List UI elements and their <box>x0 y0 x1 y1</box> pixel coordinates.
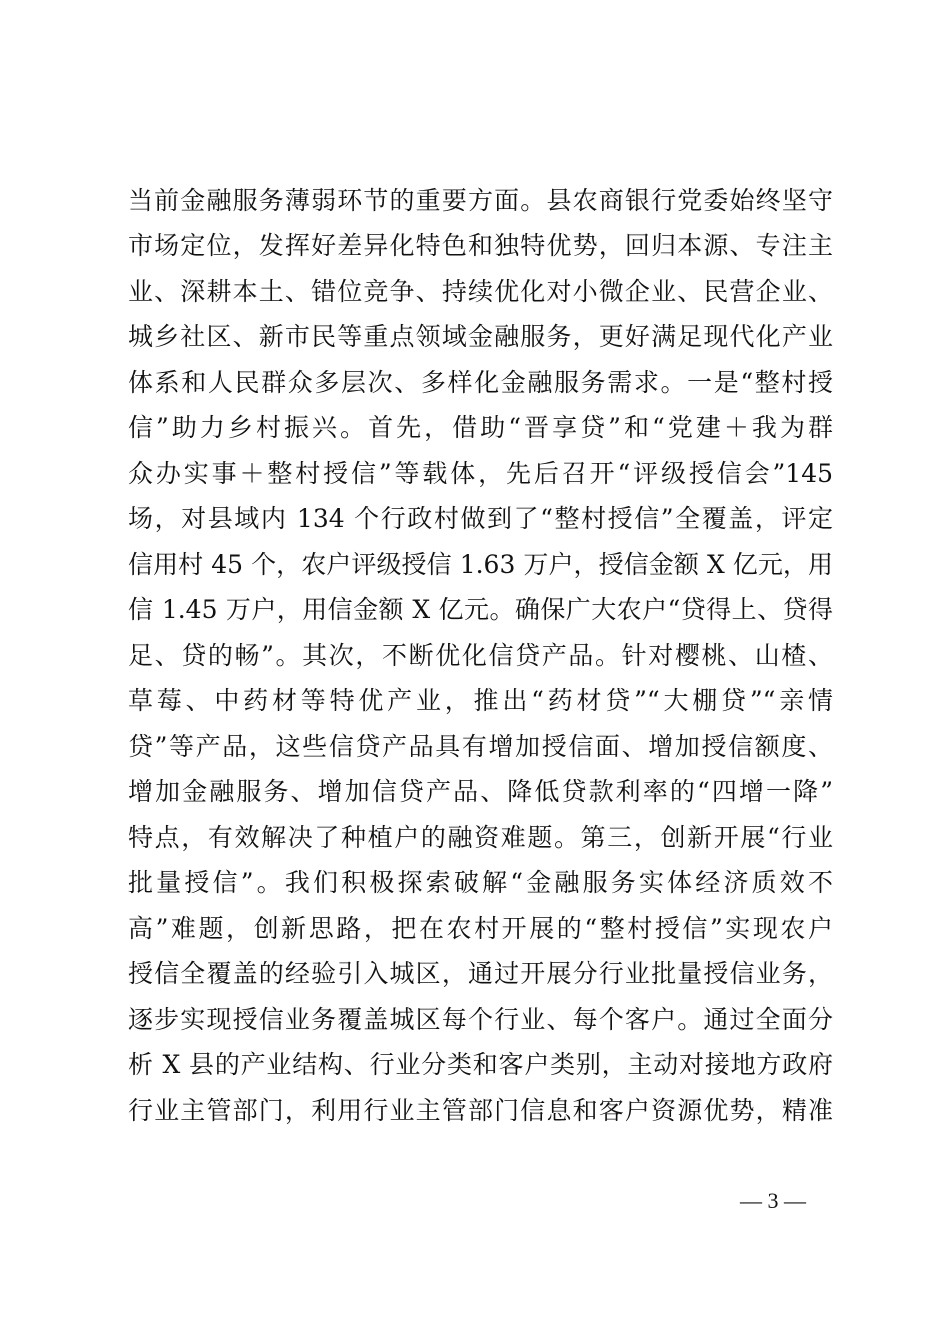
text-line: 逐步实现授信业务覆盖城区每个行业、每个客户。通过全面分 <box>128 1004 833 1034</box>
body-text <box>128 176 833 1132</box>
text-line: 足、贷的畅”。其次，不断优化信贷产品。针对樱桃、山楂、 <box>128 640 833 670</box>
text-line: 批量授信”。我们积极探索破解“金融服务实体经济质效不 <box>128 868 833 898</box>
text-line: 市场定位，发挥好差异化特色和独特优势，回归本源、专注主 <box>128 231 833 261</box>
text-line: 信”助力乡村振兴。首先，借助“晋享贷”和“党建＋我为群 <box>128 413 833 443</box>
text-line: 高”难题，创新思路，把在农村开展的“整村授信”实现农户 <box>128 913 833 943</box>
text-line: 行业主管部门，利用行业主管部门信息和客户资源优势，精准 <box>128 1095 833 1125</box>
text-line: 体系和人民群众多层次、多样化金融服务需求。一是“整村授 <box>128 367 833 397</box>
text-line: 当前金融服务薄弱环节的重要方面。县农商银行党委始终坚守 <box>128 185 833 215</box>
text-line: 增加金融服务、增加信贷产品、降低贷款利率的“四增一降” <box>128 777 833 807</box>
text-line: 场，对县域内 134 个行政村做到了“整村授信”全覆盖，评定 <box>128 504 833 534</box>
text-line: 业、深耕本土、错位竞争、持续优化对小微企业、民营企业、 <box>128 276 833 306</box>
text-line: 众办实事＋整村授信”等载体，先后召开“评级授信会”145 <box>128 458 833 488</box>
text-line: 特点，有效解决了种植户的融资难题。第三，创新开展“行业 <box>128 822 833 852</box>
text-line: 草莓、中药材等特优产业，推出“药材贷”“大棚贷”“亲情 <box>128 686 833 716</box>
text-line: 信用村 45 个，农户评级授信 1.63 万户，授信金额 X 亿元，用 <box>128 549 833 579</box>
text-line: 授信全覆盖的经验引入城区，通过开展分行业批量授信业务， <box>128 959 833 989</box>
text-line: 信 1.45 万户，用信金额 X 亿元。确保广大农户“贷得上、贷得 <box>128 595 833 625</box>
page-number: — 3 — <box>740 1188 806 1213</box>
text-line: 城乡社区、新市民等重点领域金融服务，更好满足现代化产业 <box>128 322 833 352</box>
text-line: 贷”等产品，这些信贷产品具有增加授信面、增加授信额度、 <box>128 731 833 761</box>
text-line: 析 X 县的产业结构、行业分类和客户类别，主动对接地方政府 <box>128 1050 833 1080</box>
